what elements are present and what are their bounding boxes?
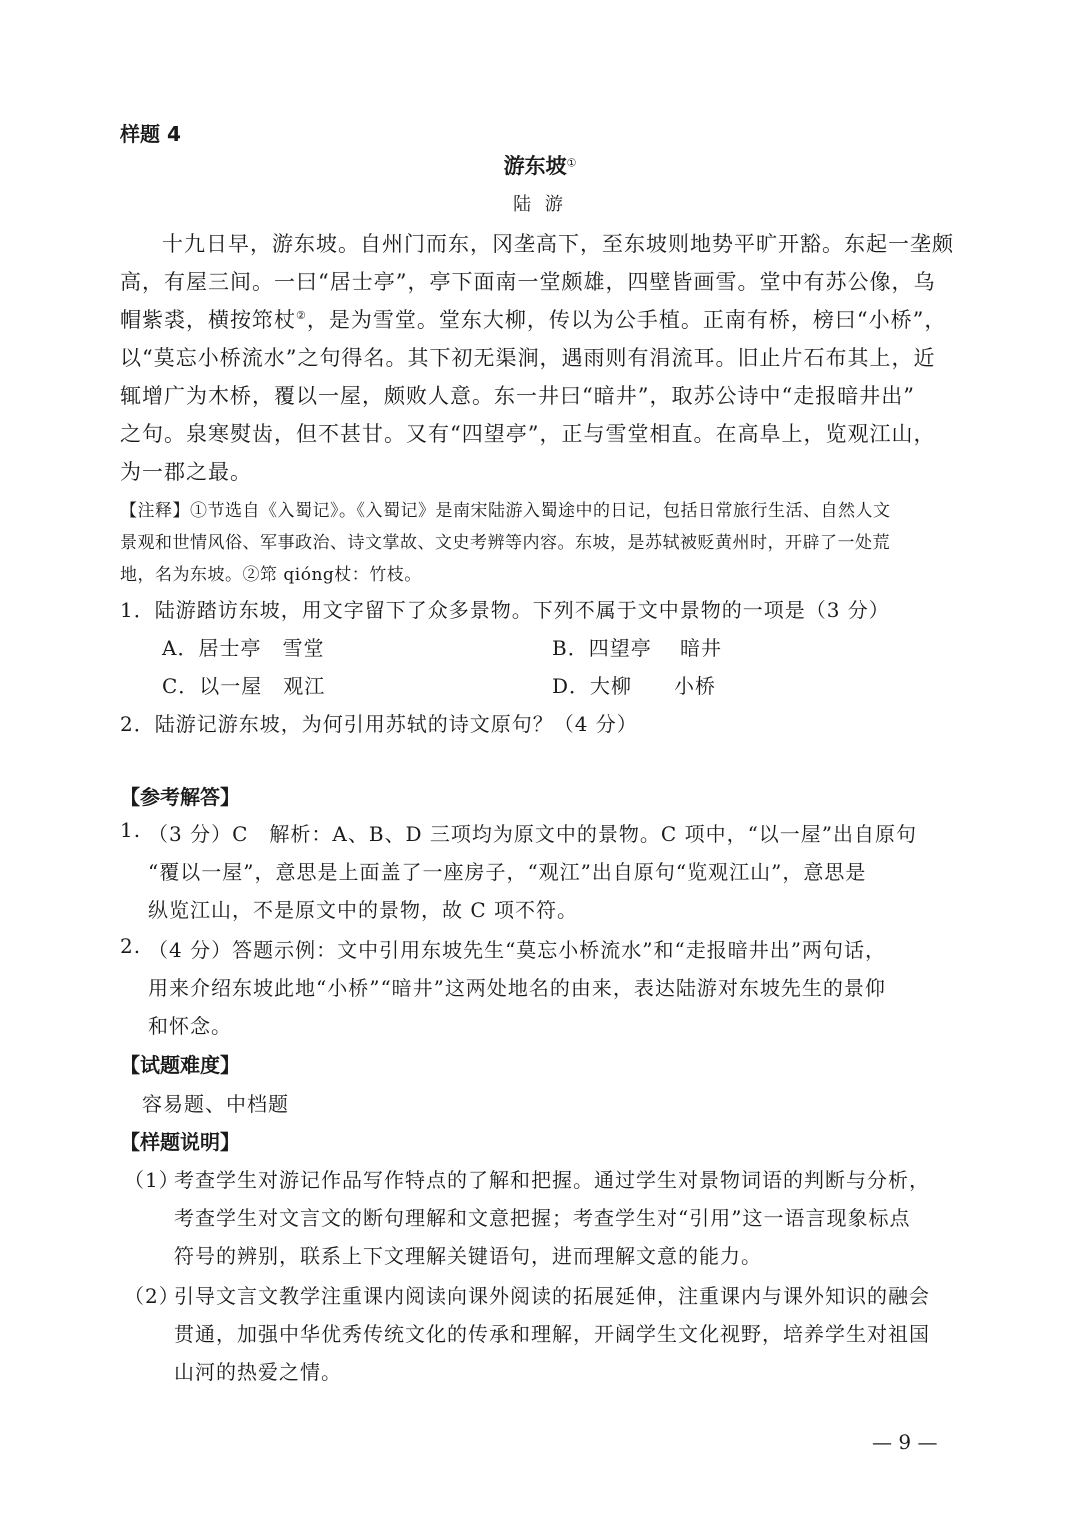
explain-1-line-3: 符号的辨别，联系上下文理解关键语句，进而理解文意的能力。	[174, 1244, 762, 1268]
answer-1-line-2: “覆以一屋”，意思是上面盖了一座房子，“观江”出自原句“览观江山”，意思是	[148, 860, 867, 884]
explain-1-line-1: 考查学生对游记作品写作特点的了解和把握。通过学生对景物词语的判断与分析，	[174, 1168, 930, 1192]
note-line-1: 【注释】①节选自《入蜀记》。《入蜀记》是南宋陆游入蜀途中的日记，包括日常旅行生活、自然人文	[120, 501, 891, 521]
explain-2-num: （2）	[124, 1284, 180, 1308]
passage-line-3: 帽紫裘，横按筇杖②，是为雪堂。堂东大柳，传以为公手植。正南有桥，榜曰“小桥”，	[120, 308, 947, 332]
passage-title-block	[0, 150, 1080, 180]
passage-title: 游东坡	[503, 154, 567, 178]
page-number: — 9 —	[872, 1430, 938, 1454]
answer-heading: 【参考解答】	[120, 785, 240, 809]
answer-1-line-3: 纵览江山，不是原文中的景物，故 C 项不符。	[148, 898, 579, 922]
answer-2-num: 2.	[120, 934, 142, 958]
explain-2-line-3: 山河的热爱之情。	[174, 1360, 342, 1384]
passage-line-1: 十九日早，游东坡。自州门而东，冈垄高下，至东坡则地势平旷开豁。东起一垄颇	[162, 232, 954, 256]
question-1-option-c: C．以一屋 观江	[162, 674, 326, 698]
difficulty-heading: 【试题难度】	[120, 1053, 240, 1077]
passage-line-6: 之句。泉寒熨齿，但不甚甘。又有“四望亭”，正与雪堂相直。在高阜上，览观江山，	[120, 422, 936, 446]
passage-author: 陆 游	[513, 194, 567, 215]
answer-1-num: 1.	[120, 818, 142, 842]
question-1-option-a: A．居士亭 雪堂	[162, 636, 325, 660]
explain-2-line-1: 引导文言文教学注重课内阅读向课外阅读的拓展延伸，注重课内与课外知识的融会	[174, 1284, 930, 1308]
question-1-option-b: B．四望亭 暗井	[552, 636, 723, 660]
question-2: 2．陆游记游东坡，为何引用苏轼的诗文原句？（4 分）	[120, 712, 638, 736]
question-1-option-d: D．大柳 小桥	[552, 674, 717, 698]
footnote-mark-1: ①	[566, 156, 577, 170]
answer-2-line-3: 和怀念。	[148, 1014, 232, 1038]
footnote-mark-2: ②	[296, 309, 307, 322]
passage-line-2: 高，有屋三间。一曰“居士亭”，亭下面南一堂颇雄，四壁皆画雪。堂中有苏公像，乌	[120, 270, 936, 294]
explain-2-line-2: 贯通，加强中华优秀传统文化的传承和理解，开阔学生文化视野，培养学生对祖国	[174, 1322, 930, 1346]
question-1: 1．陆游踏访东坡，用文字留下了众多景物。下列不属于文中景物的一项是（3 分）	[120, 598, 890, 622]
note-line-3: 地，名为东坡。②筇 qióng杖：竹枝。	[120, 565, 422, 585]
answer-2-line-1: （4 分）答题示例：文中引用东坡先生“莫忘小桥流水”和“走报暗井出”两句话，	[148, 938, 886, 962]
difficulty-text: 容易题、中档题	[142, 1092, 289, 1116]
explain-1-line-2: 考查学生对文言文的断句理解和文意把握；考查学生对“引用”这一语言现象标点	[174, 1206, 911, 1230]
explain-heading: 【样题说明】	[120, 1130, 240, 1154]
answer-2-line-2: 用来介绍东坡此地“小桥”“暗井”这两处地名的由来，表达陆游对东坡先生的景仰	[148, 976, 886, 1000]
answer-1-line-1: （3 分）C 解析：A、B、D 三项均为原文中的景物。C 项中，“以一屋”出自原句	[148, 822, 918, 846]
explain-1-num: （1）	[124, 1168, 180, 1192]
passage-line-4: 以“莫忘小桥流水”之句得名。其下初无渠涧，遇雨则有涓流耳。旧止片石布其上，近	[120, 346, 936, 370]
passage-line-7: 为一郡之最。	[120, 460, 252, 484]
passage-line-5: 辄增广为木桥，覆以一屋，颇败人意。东一井曰“暗井”，取苏公诗中“走报暗井出”	[120, 384, 915, 408]
sample-label: 样题 4	[120, 122, 181, 146]
note-line-2: 景观和世情风俗、军事政治、诗文掌故、文史考辨等内容。东坡，是苏轼被贬黄州时，开辟了一处荒	[120, 533, 890, 553]
